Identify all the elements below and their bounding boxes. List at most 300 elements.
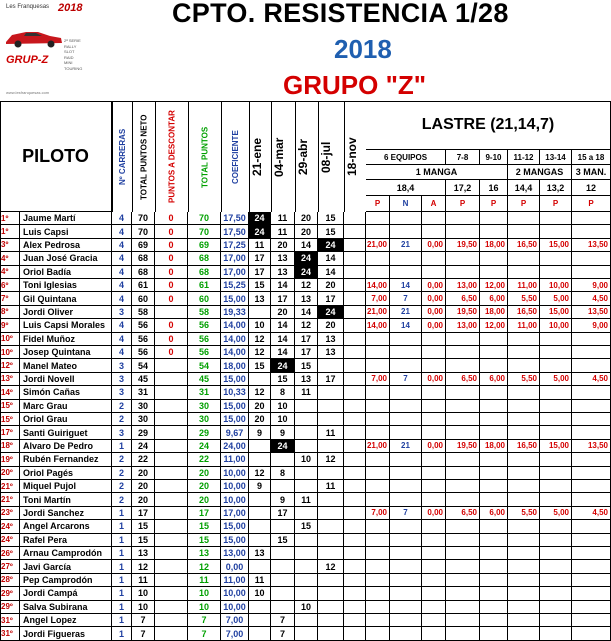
lastre-cell: 7 xyxy=(390,292,422,305)
lastre-cell xyxy=(390,252,422,265)
lastre-cell xyxy=(390,346,422,359)
race-points: 14 xyxy=(295,306,318,319)
lastre-cell xyxy=(480,266,508,279)
lastre-cell xyxy=(540,346,572,359)
coeficiente-value: 15,00 xyxy=(221,413,249,426)
lastre-cell: 0,00 xyxy=(422,306,446,319)
neto-value: 12 xyxy=(132,560,155,573)
lastre-cell xyxy=(480,614,508,627)
lastre-cell xyxy=(390,426,422,439)
race-points xyxy=(344,333,366,346)
lastre-cell xyxy=(480,493,508,506)
lastre-cell xyxy=(540,386,572,399)
race-points: 24 xyxy=(249,212,271,225)
total-value: 60 xyxy=(188,292,221,305)
descontar-value xyxy=(155,467,188,480)
lastre-cell xyxy=(480,601,508,614)
pilot-name: Luis Capsi Morales xyxy=(20,319,112,332)
pilot-name: Marc Grau xyxy=(20,400,112,413)
race-points xyxy=(295,614,318,627)
lastre-cell xyxy=(366,493,390,506)
lastre-cell xyxy=(572,426,611,439)
pilot-name: Toni Martín xyxy=(20,493,112,506)
coeficiente-value: 13,00 xyxy=(221,547,249,560)
lastre-cell xyxy=(540,359,572,372)
carreras-value: 1 xyxy=(112,440,132,453)
position: 19º xyxy=(0,453,20,466)
total-value: 61 xyxy=(188,279,221,292)
pilot-name: Josep Quintana xyxy=(20,346,112,359)
carreras-value: 2 xyxy=(112,400,132,413)
carreras-value: 1 xyxy=(112,560,132,573)
pilot-name: Jordi Figueras xyxy=(20,627,112,640)
lastre-cell xyxy=(572,212,611,225)
lastre-cell xyxy=(572,534,611,547)
race-points xyxy=(249,440,271,453)
lastre-cell xyxy=(508,547,540,560)
carreras-value: 4 xyxy=(112,266,132,279)
neto-value: 68 xyxy=(132,266,155,279)
lastre-cell xyxy=(540,400,572,413)
lastre-cell xyxy=(390,520,422,533)
race-points: 11 xyxy=(249,574,271,587)
lastre-cell xyxy=(572,225,611,238)
race-points: 20 xyxy=(318,279,344,292)
pilot-name: Angel Arcarons xyxy=(20,520,112,533)
race-points: 15 xyxy=(249,279,271,292)
race-points xyxy=(295,547,318,560)
lastre-cell xyxy=(422,627,446,640)
lastre-cell: 4,50 xyxy=(572,507,611,520)
descontar-header: PUNTOS A DESCONTAR xyxy=(155,101,188,212)
lastre-cell xyxy=(540,614,572,627)
lastre-cell xyxy=(572,574,611,587)
lastre-cell xyxy=(446,212,480,225)
carreras-value: 4 xyxy=(112,212,132,225)
race-points: 14 xyxy=(271,319,295,332)
lastre-cell xyxy=(508,627,540,640)
lastre-cell xyxy=(508,601,540,614)
lastre-cell: 0,00 xyxy=(422,373,446,386)
coeficiente-value: 14,00 xyxy=(221,319,249,332)
race-points xyxy=(249,601,271,614)
neto-value: 20 xyxy=(132,493,155,506)
position: 10º xyxy=(0,346,20,359)
race-points xyxy=(249,453,271,466)
carreras-value: 4 xyxy=(112,292,132,305)
lastre-cell: 21 xyxy=(390,306,422,319)
total-value: 15 xyxy=(188,534,221,547)
race-points xyxy=(271,547,295,560)
lastre-cell xyxy=(540,587,572,600)
lastre-cell xyxy=(390,453,422,466)
descontar-value: 0 xyxy=(155,252,188,265)
lastre-cell xyxy=(540,574,572,587)
lastre-cell xyxy=(540,627,572,640)
lastre-cell xyxy=(572,547,611,560)
race-points xyxy=(344,587,366,600)
lastre-cell xyxy=(540,480,572,493)
lastre-cell xyxy=(390,547,422,560)
race-points: 11 xyxy=(271,212,295,225)
lastre-code: P xyxy=(480,196,508,212)
race-points xyxy=(344,574,366,587)
lastre-cell: 6,50 xyxy=(446,292,480,305)
lastre-value: 18,4 xyxy=(366,180,446,196)
pilot-name: Pep Camprodón xyxy=(20,574,112,587)
race-points: 10 xyxy=(295,453,318,466)
position: 17º xyxy=(0,426,20,439)
race-points xyxy=(295,400,318,413)
lastre-cell xyxy=(480,212,508,225)
logo-year: 2018 xyxy=(58,2,83,14)
lastre-cell xyxy=(366,467,390,480)
race-points: 12 xyxy=(295,279,318,292)
lastre-cell xyxy=(446,547,480,560)
position: 28º xyxy=(0,574,20,587)
lastre-cell: 6,50 xyxy=(446,507,480,520)
lastre-cell: 15,00 xyxy=(540,306,572,319)
race-points xyxy=(344,413,366,426)
lastre-cell xyxy=(366,252,390,265)
lastre-group-header: 15 a 18 xyxy=(572,150,611,165)
total-value: 56 xyxy=(188,346,221,359)
total-value: 11 xyxy=(188,574,221,587)
position: 27º xyxy=(0,560,20,573)
race-points xyxy=(344,346,366,359)
lastre-cell xyxy=(480,547,508,560)
lastre-cell xyxy=(480,426,508,439)
race-points xyxy=(295,507,318,520)
lastre-cell xyxy=(422,359,446,372)
total-value: 15 xyxy=(188,520,221,533)
lastre-cell xyxy=(422,252,446,265)
lastre-cell: 18,00 xyxy=(480,239,508,252)
race-points: 11 xyxy=(318,426,344,439)
lastre-cell: 0,00 xyxy=(422,507,446,520)
race-points xyxy=(318,534,344,547)
carreras-value: 2 xyxy=(112,493,132,506)
descontar-value: 0 xyxy=(155,239,188,252)
descontar-value xyxy=(155,493,188,506)
pilot-name: Jordi Sanchez xyxy=(20,507,112,520)
race-points: 17 xyxy=(295,346,318,359)
lastre-cell xyxy=(422,587,446,600)
race-points: 11 xyxy=(295,386,318,399)
race-points xyxy=(344,614,366,627)
neto-value: 56 xyxy=(132,319,155,332)
lastre-cell xyxy=(540,212,572,225)
total-value: 29 xyxy=(188,426,221,439)
carreras-value: 4 xyxy=(112,239,132,252)
lastre-cell xyxy=(390,534,422,547)
lastre-cell: 7,00 xyxy=(366,292,390,305)
lastre-cell xyxy=(508,453,540,466)
neto-value: 61 xyxy=(132,279,155,292)
race-points: 20 xyxy=(271,306,295,319)
lastre-cell xyxy=(446,333,480,346)
lastre-title: LASTRE (21,14,7) xyxy=(366,101,611,150)
lastre-cell xyxy=(480,627,508,640)
pilot-name: Jordi Novell xyxy=(20,373,112,386)
date-header: 08-jul xyxy=(318,101,344,212)
race-points: 14 xyxy=(271,333,295,346)
race-points: 11 xyxy=(249,239,271,252)
lastre-cell xyxy=(508,614,540,627)
carreras-value: 3 xyxy=(112,373,132,386)
carreras-value: 3 xyxy=(112,426,132,439)
race-points xyxy=(249,560,271,573)
race-points: 17 xyxy=(295,333,318,346)
neto-value: 24 xyxy=(132,440,155,453)
descontar-value xyxy=(155,560,188,573)
lastre-cell xyxy=(446,426,480,439)
neto-value: 20 xyxy=(132,480,155,493)
lastre-manga-header: 1 MANGA xyxy=(366,165,508,180)
neto-value: 56 xyxy=(132,346,155,359)
position: 12º xyxy=(0,359,20,372)
carreras-value: 1 xyxy=(112,507,132,520)
neto-value: 15 xyxy=(132,520,155,533)
pilot-name: Gil Quintana xyxy=(20,292,112,305)
race-points: 14 xyxy=(271,279,295,292)
race-points: 7 xyxy=(271,614,295,627)
lastre-cell xyxy=(508,493,540,506)
lastre-cell: 12,00 xyxy=(480,319,508,332)
lastre-value: 12 xyxy=(572,180,611,196)
race-points: 20 xyxy=(295,225,318,238)
race-points xyxy=(344,252,366,265)
lastre-cell xyxy=(422,225,446,238)
race-points: 20 xyxy=(318,319,344,332)
lastre-group-header: 9-10 xyxy=(480,150,508,165)
lastre-cell xyxy=(572,614,611,627)
pilot-name: Fidel Muñoz xyxy=(20,333,112,346)
race-points xyxy=(295,480,318,493)
position: 7º xyxy=(0,292,20,305)
race-points: 17 xyxy=(318,292,344,305)
lastre-cell xyxy=(480,534,508,547)
race-points xyxy=(344,480,366,493)
lastre-cell: 19,50 xyxy=(446,440,480,453)
lastre-cell xyxy=(480,587,508,600)
lastre-cell xyxy=(422,333,446,346)
lastre-cell xyxy=(446,614,480,627)
descontar-value xyxy=(155,373,188,386)
pilot-name: Juan José Gracia xyxy=(20,252,112,265)
lastre-cell: 11,00 xyxy=(508,279,540,292)
lastre-cell: 10,00 xyxy=(540,319,572,332)
lastre-cell xyxy=(390,386,422,399)
lastre-cell xyxy=(572,520,611,533)
lastre-cell xyxy=(422,534,446,547)
lastre-cell: 4,50 xyxy=(572,373,611,386)
descontar-value xyxy=(155,547,188,560)
race-points: 13 xyxy=(318,346,344,359)
race-points xyxy=(295,413,318,426)
pilot-name: Javi García xyxy=(20,560,112,573)
race-points: 14 xyxy=(271,346,295,359)
position: 20º xyxy=(0,467,20,480)
carreras-value: 2 xyxy=(112,467,132,480)
race-points xyxy=(295,440,318,453)
position: 31º xyxy=(0,614,20,627)
lastre-cell: 9,00 xyxy=(572,279,611,292)
race-points xyxy=(318,493,344,506)
race-points: 24 xyxy=(295,252,318,265)
race-points: 13 xyxy=(271,252,295,265)
carreras-value: 1 xyxy=(112,520,132,533)
race-points: 24 xyxy=(271,440,295,453)
neto-value: 30 xyxy=(132,400,155,413)
race-points: 14 xyxy=(318,266,344,279)
descontar-value xyxy=(155,480,188,493)
lastre-cell xyxy=(540,333,572,346)
race-points xyxy=(318,614,344,627)
lastre-cell xyxy=(572,359,611,372)
lastre-cell: 21,00 xyxy=(366,239,390,252)
lastre-cell xyxy=(540,225,572,238)
position: 15º xyxy=(0,400,20,413)
race-points xyxy=(344,386,366,399)
lastre-cell xyxy=(446,266,480,279)
race-points xyxy=(344,534,366,547)
race-points xyxy=(249,627,271,640)
race-points: 9 xyxy=(249,480,271,493)
coeficiente-value: 7,00 xyxy=(221,627,249,640)
race-points xyxy=(271,587,295,600)
pilot-name: Salva Subirana xyxy=(20,601,112,614)
lastre-cell xyxy=(366,359,390,372)
lastre-cell xyxy=(422,386,446,399)
race-points: 24 xyxy=(249,225,271,238)
logo xyxy=(2,2,106,100)
lastre-cell: 15,00 xyxy=(540,239,572,252)
car-icon xyxy=(4,24,64,48)
total-header: TOTAL PUNTOS xyxy=(188,101,221,212)
lastre-cell xyxy=(572,252,611,265)
race-points xyxy=(318,467,344,480)
coeficiente-value: 0,00 xyxy=(221,560,249,573)
race-points: 13 xyxy=(318,333,344,346)
lastre-cell xyxy=(446,467,480,480)
race-points xyxy=(249,493,271,506)
lastre-cell xyxy=(508,386,540,399)
neto-value: 31 xyxy=(132,386,155,399)
lastre-cell: 12,00 xyxy=(480,279,508,292)
race-points xyxy=(318,587,344,600)
coeficiente-value: 17,00 xyxy=(221,266,249,279)
lastre-cell xyxy=(390,413,422,426)
race-points xyxy=(344,601,366,614)
carreras-value: 4 xyxy=(112,252,132,265)
carreras-value: 4 xyxy=(112,346,132,359)
lastre-cell xyxy=(540,467,572,480)
lastre-cell: 10,00 xyxy=(540,279,572,292)
race-points: 17 xyxy=(249,252,271,265)
lastre-cell xyxy=(446,627,480,640)
race-points xyxy=(295,426,318,439)
lastre-cell xyxy=(540,426,572,439)
lastre-cell xyxy=(572,560,611,573)
page-year: 2018 xyxy=(334,34,392,64)
lastre-cell xyxy=(572,601,611,614)
race-points: 10 xyxy=(295,601,318,614)
coeficiente-value: 10,00 xyxy=(221,467,249,480)
neto-value: 20 xyxy=(132,467,155,480)
lastre-cell xyxy=(572,627,611,640)
race-points xyxy=(271,560,295,573)
lastre-cell: 21,00 xyxy=(366,440,390,453)
race-points: 17 xyxy=(271,292,295,305)
race-points: 14 xyxy=(295,239,318,252)
logo-site: www.lesfranquesas.com xyxy=(6,90,50,95)
lastre-cell: 5,50 xyxy=(508,507,540,520)
pilot-name: Santi Guiriguet xyxy=(20,426,112,439)
descontar-value: 0 xyxy=(155,225,188,238)
lastre-value: 17,2 xyxy=(446,180,480,196)
descontar-value xyxy=(155,507,188,520)
coeficiente-value: 17,50 xyxy=(221,212,249,225)
lastre-cell xyxy=(480,413,508,426)
lastre-cell: 11,00 xyxy=(508,319,540,332)
race-points: 7 xyxy=(271,627,295,640)
lastre-cell xyxy=(446,346,480,359)
race-points: 12 xyxy=(249,333,271,346)
race-points xyxy=(344,426,366,439)
lastre-cell xyxy=(446,560,480,573)
race-points: 12 xyxy=(318,453,344,466)
coeficiente-header: COEFICIENTE xyxy=(221,101,249,212)
lastre-cell xyxy=(390,587,422,600)
race-points xyxy=(295,574,318,587)
race-points xyxy=(344,507,366,520)
lastre-cell xyxy=(508,560,540,573)
lastre-cell: 6,00 xyxy=(480,292,508,305)
lastre-cell xyxy=(366,266,390,279)
lastre-cell xyxy=(508,252,540,265)
race-points: 13 xyxy=(295,292,318,305)
lastre-cell xyxy=(508,359,540,372)
race-points: 10 xyxy=(271,413,295,426)
lastre-cell xyxy=(480,252,508,265)
coeficiente-value: 24,00 xyxy=(221,440,249,453)
lastre-cell xyxy=(366,413,390,426)
lastre-cell xyxy=(446,413,480,426)
position: 26º xyxy=(0,547,20,560)
position: 4º xyxy=(0,266,20,279)
lastre-cell xyxy=(366,386,390,399)
lastre-cell xyxy=(390,480,422,493)
neto-value: 22 xyxy=(132,453,155,466)
race-points xyxy=(344,306,366,319)
carreras-value: 1 xyxy=(112,627,132,640)
lastre-cell xyxy=(446,453,480,466)
lastre-cell xyxy=(572,266,611,279)
lastre-cell xyxy=(446,587,480,600)
lastre-cell xyxy=(572,587,611,600)
lastre-cell xyxy=(366,534,390,547)
lastre-code: A xyxy=(422,196,446,212)
lastre-cell xyxy=(366,587,390,600)
lastre-cell: 7,00 xyxy=(366,373,390,386)
carreras-value: 2 xyxy=(112,453,132,466)
position: 10º xyxy=(0,333,20,346)
descontar-value xyxy=(155,426,188,439)
race-points xyxy=(318,413,344,426)
race-points xyxy=(344,212,366,225)
lastre-cell xyxy=(422,560,446,573)
